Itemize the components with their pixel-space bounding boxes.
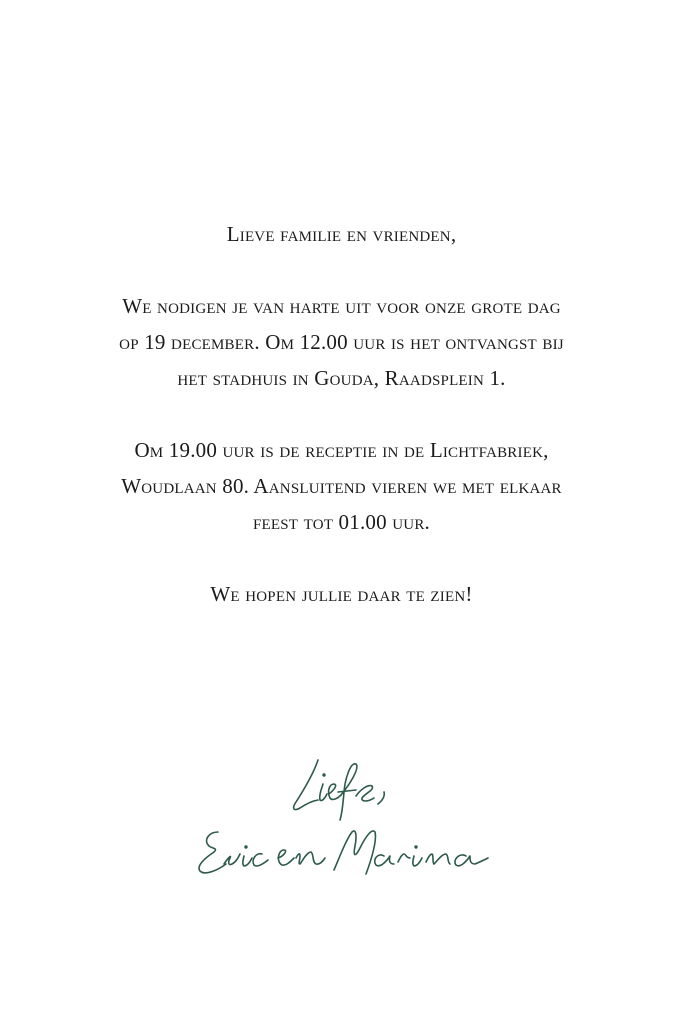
text-line: Om 19.00 uur is de receptie in de Lichtfabriek,	[134, 438, 549, 462]
spacer	[40, 396, 643, 432]
handwritten-signature	[0, 740, 683, 900]
paragraph-reception	[40, 432, 643, 540]
greeting: Lieve familie en vrienden,	[226, 222, 457, 246]
text-line: op 19 december. Om 12.00 uur is het ontvangst bij	[119, 330, 564, 354]
paragraph-ceremony	[40, 288, 643, 396]
text-line: Woudlaan 80. Aansluitend vieren we met elkaar	[121, 474, 562, 498]
invitation-text	[40, 216, 643, 612]
text-line: feest tot 01.00 uur.	[253, 510, 430, 534]
spacer	[40, 252, 643, 288]
spacer	[40, 540, 643, 576]
closing-line: We hopen jullie daar te zien!	[210, 582, 473, 606]
text-line: We nodigen je van harte uit voor onze grote dag	[122, 294, 561, 318]
text-line: het stadhuis in Gouda, Raadsplein 1.	[177, 366, 506, 390]
